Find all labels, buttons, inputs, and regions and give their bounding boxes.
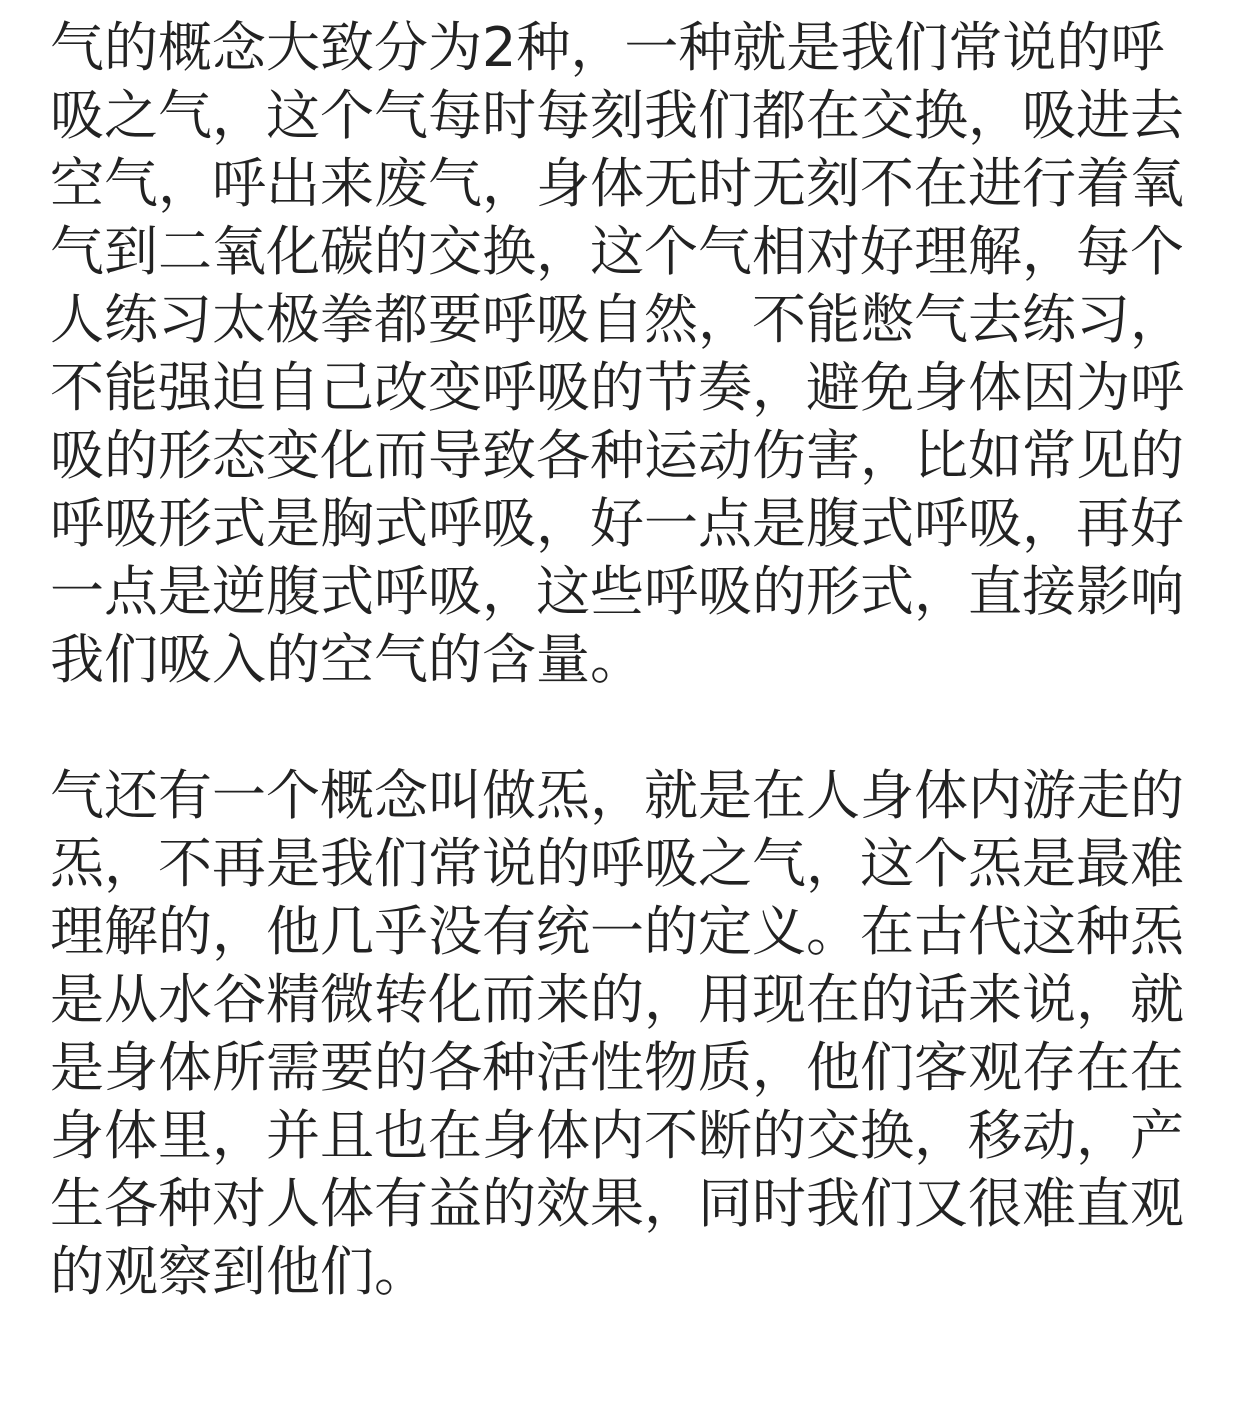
article-body <box>50 0 1200 1306</box>
text-line: 不能强迫自己改变呼吸的节奏，避免身体因为呼 <box>50 356 1184 419</box>
text-line: 吸的形态变化而导致各种运动伤害，比如常见的 <box>50 424 1184 487</box>
text-line: 我们吸入的空气的含量。 <box>50 628 644 691</box>
text-line: 吸之气，这个气每时每刻我们都在交换，吸进去 <box>50 84 1184 147</box>
text-line: 理解的，他几乎没有统一的定义。在古代这种炁 <box>50 900 1184 963</box>
text-line: 气到二氧化碳的交换，这个气相对好理解，每个 <box>50 220 1184 283</box>
paragraph-inner-qi <box>50 762 1200 1306</box>
text-line: 是从水谷精微转化而来的，用现在的话来说，就 <box>50 968 1184 1031</box>
text-line: 生各种对人体有益的效果，同时我们又很难直观 <box>50 1172 1184 1235</box>
text-line: 空气，呼出来废气，身体无时无刻不在进行着氧 <box>50 152 1184 215</box>
text-line: 炁，不再是我们常说的呼吸之气，这个炁是最难 <box>50 832 1184 895</box>
text-line: 是身体所需要的各种活性物质，他们客观存在在 <box>50 1036 1184 1099</box>
text-line: 气的概念大致分为2种，一种就是我们常说的呼 <box>50 16 1165 79</box>
text-line: 身体里，并且也在身体内不断的交换，移动，产 <box>50 1104 1184 1167</box>
text-line: 人练习太极拳都要呼吸自然，不能憋气去练习， <box>50 288 1184 351</box>
text-line: 的观察到他们。 <box>50 1240 428 1303</box>
paragraph-spacer <box>50 694 1200 762</box>
text-line: 呼吸形式是胸式呼吸，好一点是腹式呼吸，再好 <box>50 492 1184 555</box>
text-line: 一点是逆腹式呼吸，这些呼吸的形式，直接影响 <box>50 560 1184 623</box>
paragraph-breath-qi <box>50 14 1200 694</box>
text-line: 气还有一个概念叫做炁，就是在人身体内游走的 <box>50 764 1184 827</box>
